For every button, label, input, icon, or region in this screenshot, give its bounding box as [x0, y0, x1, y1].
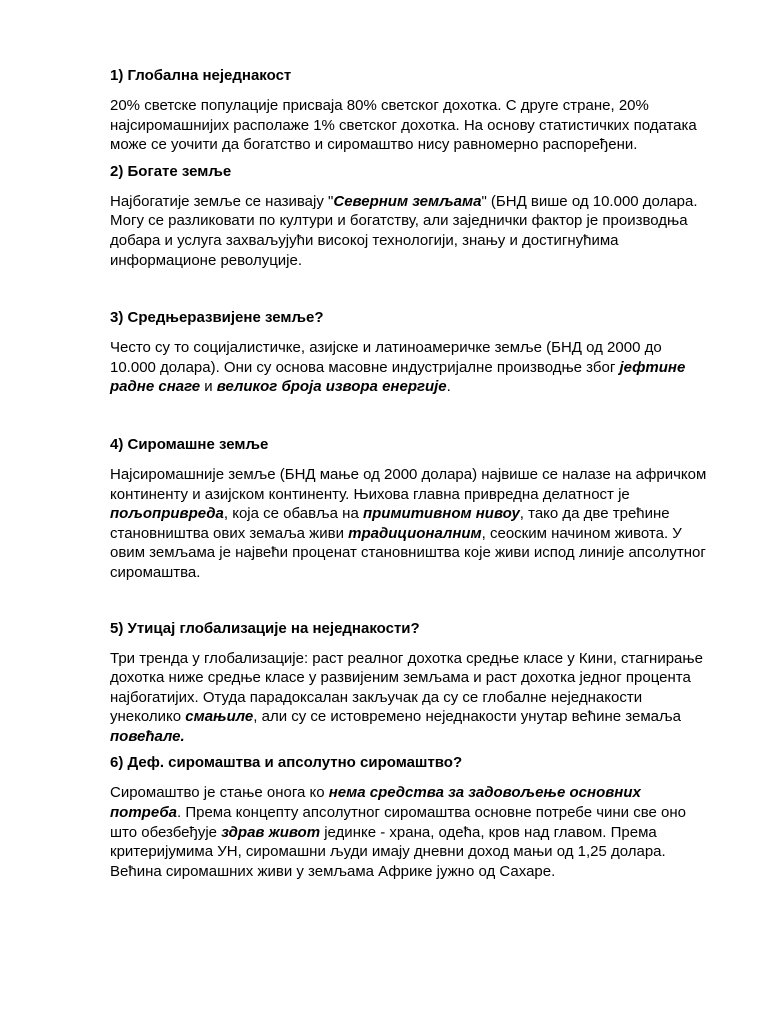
emphasis-run: пољопривреда	[110, 505, 224, 523]
section-2-paragraph	[110, 192, 710, 270]
text-run: . Према концепту апсолутног сиромаштва основне потребе чини све оно што обезбеђује	[110, 804, 687, 841]
text-run: , али су се истовремено неједнакости унутар већине земаља	[253, 708, 681, 726]
text-run: , тако да две трећине становништва ових земаља живи	[110, 505, 670, 542]
text-run: 20% светске популације присваја 80% светског дохотка. С друге стране, 20% најсиромашнијих располаже 1% светског дохотка. На основу статистичких података може се уочити да богатство и сиромаштво нису равномерно распоређени.	[110, 97, 697, 154]
text-run: Сиромаштво је стање онога ко	[110, 784, 329, 802]
text-run: , сеоским начином живота. У овим земљама је највећи проценат становништва које живи испод линије апсолутног сиромаштва.	[110, 524, 706, 581]
section-6-paragraph	[110, 783, 710, 881]
emphasis-run: здрав живот	[221, 823, 321, 841]
emphasis-run: традиционалним	[348, 524, 482, 542]
emphasis-run: примитивном нивоу	[362, 505, 520, 523]
text-run: Најсиромашније земље (БНД мање од 2000 долара) највише се налазе на афричком континенту и азијском континенту. Њихова главна привредна делатност је	[110, 465, 707, 503]
text-run: , која се обавља на	[223, 505, 363, 523]
emphasis-run: повећале.	[110, 727, 185, 745]
text-run: Три тренда у глобализације: раст реалног дохотка средње класе у Кини, стагнирање дохотка ниже средње класе у развијеним земљама и раст дохотка једног процента најбогатијих. Отуда парадоксалан закључак да су се глобалне неједнакости унеколико	[110, 649, 703, 726]
document-content	[110, 66, 710, 888]
emphasis-run: јефтине радне снаге	[110, 358, 686, 396]
section-1-paragraph	[110, 96, 710, 155]
section-6-heading: 6) Деф. сиромаштва и апсолутно сиромаштво?	[110, 754, 463, 772]
emphasis-run: Северним земљама	[333, 192, 482, 210]
section-4-heading: 4) Сиромашне земље	[110, 435, 269, 453]
section-2-heading: 2) Богате земље	[110, 162, 232, 180]
emphasis-run: смањиле	[185, 708, 254, 726]
text-run: .	[446, 378, 451, 396]
section-3-paragraph	[110, 338, 710, 397]
section-3-heading: 3) Средњеразвијене земље?	[110, 309, 324, 327]
emphasis-run: великог броја извора енергије	[216, 378, 447, 396]
section-4-paragraph	[110, 465, 710, 583]
text-run: Најбогатије земље се називају "	[110, 192, 334, 210]
text-run: и	[200, 378, 217, 396]
text-run: јединке - храна, одећа, кров над главом. Према критеријумима УН, сиромашни људи имају дневни доход мањи од 1,25 долара. Већина сиромашних живи у земљама Африке јужно од Сахаре.	[110, 823, 666, 880]
text-run: " (БНД више од 10.000 долара. Могу се разликовати по култури и богатству, али заједнички фактор је производња добара и услуга захваљујући високој технологији, знању и достигнућима информационе револуције.	[110, 192, 698, 269]
section-1-heading: 1) Глобална неједнакост	[110, 67, 292, 84]
text-run: Често су то социјалистичке, азијске и латиноамеричке земље (БНД од 2000 до 10.000 долара). Они су основа масовне индустријалне производње због	[110, 339, 662, 376]
section-5-heading: 5) Утицај глобализације на неједнакости?	[110, 619, 420, 637]
section-5-paragraph	[110, 649, 710, 747]
emphasis-run: нема средства за задовољење основних потреба	[110, 784, 641, 822]
